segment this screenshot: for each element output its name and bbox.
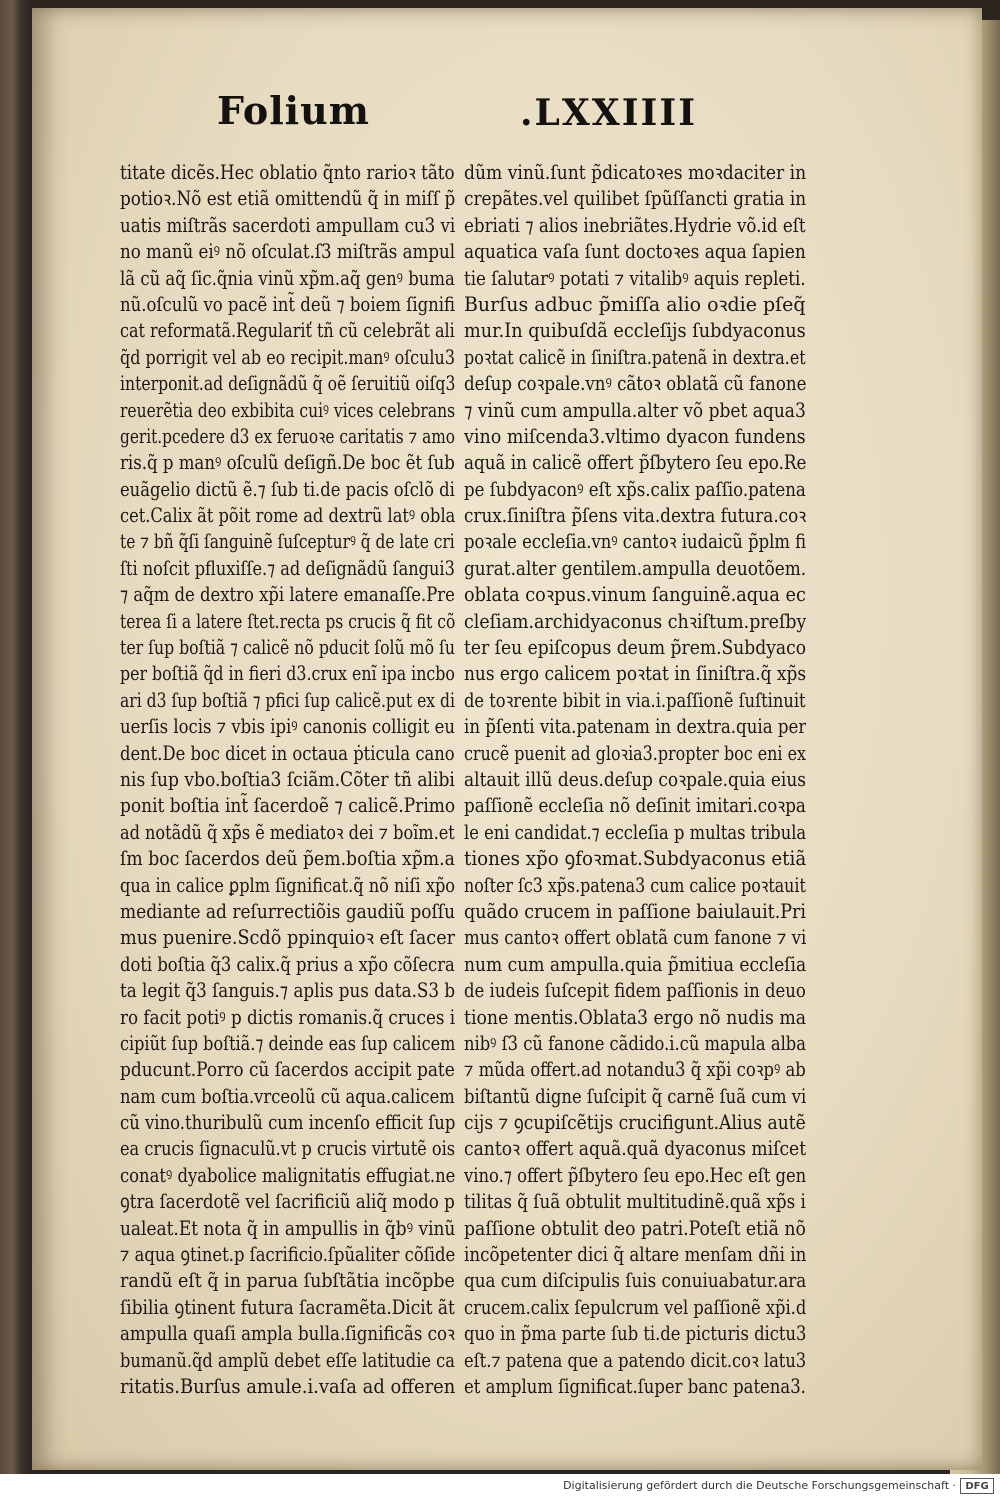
text-line: ꝯtra ſacerdotẽ vel ſacrificiũ aliq̃ modo p: [120, 1190, 455, 1214]
text-line: ebriati ⁊ alios inebriãtes.Hydrie võ.id eſt: [464, 213, 806, 237]
text-line: bumanũ.q̃d amplũ debet eſſe latitudie ca: [120, 1348, 455, 1372]
text-line: et amplum ſignificat.ſuper banc patena3.: [464, 1374, 806, 1398]
text-line: ⁊ mũda offert.ad notandu3 q̃ xp̃i coꝛpꝰ ab: [464, 1058, 806, 1082]
text-line: biſtantũ digne ſuſcipit q̃ carnẽ ſuã cum vi: [464, 1084, 806, 1108]
text-line: ad notãdũ q̃ xp̃s ẽ mediatoꝛ dei ⁊ boĩm.et: [120, 820, 455, 844]
text-line: no manũ eiꝰ nõ oſculat.ſ3 miſtrãs ampul: [120, 240, 455, 264]
funding-notice: Digitalisierung gefördert durch die Deutsche Forschungsgemeinschaft ·: [563, 1479, 956, 1492]
text-line: gerit.pcedere d3 ex feruoꝛe caritatis ⁊ amo: [120, 424, 455, 448]
text-line: ualeat.Et nota q̃ in ampullis in q̃bꝰ vinũ: [120, 1216, 455, 1240]
text-line: Burſus adbuc p̃miſſa alio oꝛdie pſeq̃: [464, 292, 806, 316]
text-line: de toꝛrente bibit in via.i.paſſionẽ ſuſtinuit: [464, 688, 806, 712]
text-line: conatꝰ dyabolice malignitatis effugiat.ne: [120, 1163, 455, 1187]
text-line: gurat.alter gentilem.ampulla deuotõem.: [464, 556, 806, 580]
page-heading-folio-number: .LXXIIII: [520, 92, 698, 134]
text-line: ſm boc ſacerdos deũ p̃em.boſtia xp̃m.a: [120, 847, 455, 871]
text-line: vino.⁊ offert p̃ſbytero ſeu epo.Hec eſt gen: [464, 1163, 806, 1187]
text-line: doti boſtia q̃3 calix.q̃ prius a xp̃o cõſecra: [120, 952, 455, 976]
text-line: tione mentis.Oblata3 ergo nõ nudis ma: [464, 1005, 806, 1029]
text-line: in p̃ſenti vita.patenam in dextra.quia per: [464, 715, 806, 739]
text-line: dũm vinũ.ſunt p̃dicatoꝛes moꝛdaciter in: [464, 161, 806, 184]
text-line: reuerẽtia deo exbibita cuiꝰ vices celebrans: [120, 398, 455, 422]
text-line: terea ſi a latere ſtet.recta ps crucis q̃ fit cõ: [120, 609, 455, 633]
text-line: cat reformatã.Regulariť tñ cũ celebrãt ali: [120, 319, 455, 343]
text-line: ampulla quaſi ampla bulla.ſignificãs coꝛ: [120, 1322, 455, 1346]
text-line: cet.Calix ãt põit rome ad dextrũ latꝰ obla: [120, 504, 455, 528]
text-line: per boſtiã q̃d in fieri d3.crux enĩ ipa incbo: [120, 662, 455, 686]
text-line: ris.q̃ p manꝰ oſculũ deſigñ.De boc ẽt ſub: [120, 451, 455, 475]
text-line: ⁊ aqua ꝯtinet.p ſacrificio.ſpũaliter cõſide: [120, 1243, 455, 1267]
text-line: mus puenire.Scdõ ppinquioꝛ eſt ſacer: [120, 926, 455, 950]
text-line: ro facit potiꝰ p dictis romanis.q̃ cruces i: [120, 1005, 455, 1029]
text-line: lã cũ aq̃ ſic.q̃nia vinũ xp̃m.aq̃ genꝰ buma: [120, 266, 455, 290]
text-line: tiones xp̃o ꝯfoꝛmat.Subdyaconus etiã: [464, 847, 806, 871]
text-line: potioꝛ.Nõ est etiã omittendũ q̃ in miſſ p̃: [120, 187, 455, 211]
text-line: altauit illũ deus.deſup coꝛpale.quia eius: [464, 767, 806, 791]
text-line: titate dicẽs.Hec oblatio q̃nto rarioꝛ tãto: [120, 161, 455, 184]
text-line: tilitas q̃ ſuã obtulit multitudinẽ.quã xp̃s i: [464, 1190, 806, 1214]
text-line: cantoꝛ offert aquã.quã dyaconus miſcet: [464, 1137, 806, 1161]
page-heading-folium: Folium: [217, 88, 370, 133]
text-line: ſti noſcit pfluxiſſe.⁊ ad deſignãdũ ſangui3: [120, 556, 455, 580]
text-line: ter ſeu epiſcopus deum p̃rem.Subdyaco: [464, 636, 806, 660]
text-line: ⁊ aq̃m de dextro xp̃i latere emanaſſe.Pre: [120, 583, 455, 607]
text-line: qua cum diſcipulis ſuis conuiuabatur.ara: [464, 1269, 806, 1293]
text-line: cũ vino.thuribulũ cum incenſo efficit ſup: [120, 1111, 455, 1135]
text-line: paſſione obtulit deo patri.Poteſt etiã nõ: [464, 1216, 806, 1240]
text-line: ter ſup boſtiã ⁊ calicẽ nõ pducit ſolũ mõ ſu: [120, 636, 455, 660]
text-line: mus cantoꝛ offert oblatã cum fanone ⁊ vi: [464, 926, 806, 950]
text-line: noſter ſc3 xp̃s.patena3 cum calice poꝛtauit: [464, 873, 806, 897]
text-line: nam cum boſtia.vrceolũ cũ aqua.calicem: [120, 1084, 455, 1108]
text-line: nis ſup vbo.boſtia3 ſciãm.Cõter tñ alibi: [120, 767, 455, 791]
text-line: eſt.⁊ patena que a patendo dicit.coꝛ latu3: [464, 1348, 806, 1372]
book-page: [32, 8, 982, 1470]
text-line: le eni candidat.⁊ eccleſia p multas tribula: [464, 820, 806, 844]
text-line: ritatis.Burſus amule.i.vaſa ad offeren: [120, 1374, 455, 1398]
dfg-logo: DFG: [960, 1478, 994, 1494]
text-line: aquã in calicẽ offert p̃ſbytero ſeu epo.Re: [464, 451, 806, 475]
text-line: nibꝰ ſ3 cũ fanone cãdido.i.cũ mapula alba: [464, 1031, 806, 1055]
text-line: crux.ſiniſtra p̃ſens vita.dextra futura.coꝛ: [464, 504, 806, 528]
text-line: ponit boſtia int̃ ſacerdoẽ ⁊ calicẽ.Primo: [120, 794, 455, 818]
text-line: te ⁊ bñ q̃ſi ſanguinẽ ſuſcepturꝰ q̃ de late cri: [120, 530, 455, 554]
text-line: ari d3 ſup boſtiã ⁊ pfici ſup calicẽ.put ex di: [120, 688, 455, 712]
text-line: ta legit q̃3 ſanguis.⁊ aplis pus data.S3 b: [120, 979, 455, 1003]
text-line: crepãtes.vel quilibet ſpũſſancti gratia in: [464, 187, 806, 211]
footer-bar: [0, 1474, 1000, 1499]
text-line: cipiũt ſup boſtiã.⁊ deinde eas ſup calicem: [120, 1031, 455, 1055]
text-line: poꝛale eccleſia.vnꝰ cantoꝛ iudaicũ p̃plm fi: [464, 530, 806, 554]
left-text-column: [120, 160, 455, 1400]
text-line: deſup coꝛpale.vnꝰ cãtoꝛ oblatã cũ fanone: [464, 372, 806, 396]
text-line: aquatica vaſa ſunt doctoꝛes aqua ſapien: [464, 240, 806, 264]
text-line: uatis miſtrãs sacerdoti ampullam cu3 vi: [120, 213, 455, 237]
text-line: incõpetenter dici q̃ altare menſam dñi in: [464, 1243, 806, 1267]
text-line: q̃d porrigit vel ab eo recipit.manꝰ oſculu3: [120, 345, 455, 369]
text-line: oblata coꝛpus.vinum ſanguinẽ.aqua ec: [464, 583, 806, 607]
text-line: nus ergo calicem poꝛtat in ſiniſtra.q̃ xp̃s: [464, 662, 806, 686]
text-line: poꝛtat calicẽ in ſiniſtra.patenã in dextra.et: [464, 345, 806, 369]
text-line: crucẽ puenit ad gloꝛia3.propter boc eni ex: [464, 741, 806, 765]
text-line: cijs ⁊ ꝯcupiſcẽtijs crucifigunt.Alius autẽ: [464, 1111, 806, 1135]
text-line: mur.In quibuſdã eccleſijs ſubdyaconus: [464, 319, 806, 343]
text-line: tie ſalutarꝰ potati ⁊ vitalibꝰ aquis repleti.: [464, 266, 806, 290]
text-line: crucem.calix ſepulcrum vel paſſionẽ xp̃i.d: [464, 1295, 806, 1319]
text-line: uerſis locis ⁊ vbis ipiꝰ canonis colligit eu: [120, 715, 455, 739]
text-line: mediante ad reſurrectiõis gaudiũ poſſu: [120, 899, 455, 923]
text-line: paſſionẽ eccleſia nõ deſinit imitari.coꝛpa: [464, 794, 806, 818]
text-line: num cum ampulla.quia p̃mitiua eccleſia: [464, 952, 806, 976]
text-line: ea crucis ſignaculũ.vt p crucis virtutẽ ois: [120, 1137, 455, 1161]
text-line: pe ſubdyaconꝰ eſt xp̃s.calix paſſio.patena: [464, 477, 806, 501]
right-text-column: [464, 160, 806, 1400]
text-line: quãdo crucem in paſſione baiulauit.Pri: [464, 899, 806, 923]
text-line: ſibilia ꝯtinent futura ſacramẽta.Dicit ãt: [120, 1295, 455, 1319]
text-line: euãgelio dictũ ẽ.⁊ ſub ti.de pacis oſclõ di: [120, 477, 455, 501]
text-line: nũ.oſculũ vo pacẽ int̃ deũ ⁊ boiem ſignifi: [120, 292, 455, 316]
text-line: quo in p̃ma parte ſub ti.de picturis dictu3: [464, 1322, 806, 1346]
text-line: de iudeis ſuſcepit fidem paſſionis in deuo: [464, 979, 806, 1003]
text-line: interponit.ad deſignãdũ q̃ oẽ ſeruitiũ oiſq3: [120, 372, 455, 396]
text-line: qua in calice ꝑplm ſignificat.q̃ nõ niſi xp̃o: [120, 873, 455, 897]
text-line: pducunt.Porro cũ ſacerdos accipit pate: [120, 1058, 455, 1082]
text-line: randũ eſt q̃ in parua ſubſtãtia incõpbe: [120, 1269, 455, 1293]
text-line: dent.De boc dicet in octaua ṗticula cano: [120, 741, 455, 765]
text-line: ⁊ vinũ cum ampulla.alter võ pbet aqua3: [464, 398, 806, 422]
text-line: cleſiam.archidyaconus chꝛiſtum.preſby: [464, 609, 806, 633]
text-line: vino miſcenda3.vltimo dyacon fundens: [464, 424, 806, 448]
